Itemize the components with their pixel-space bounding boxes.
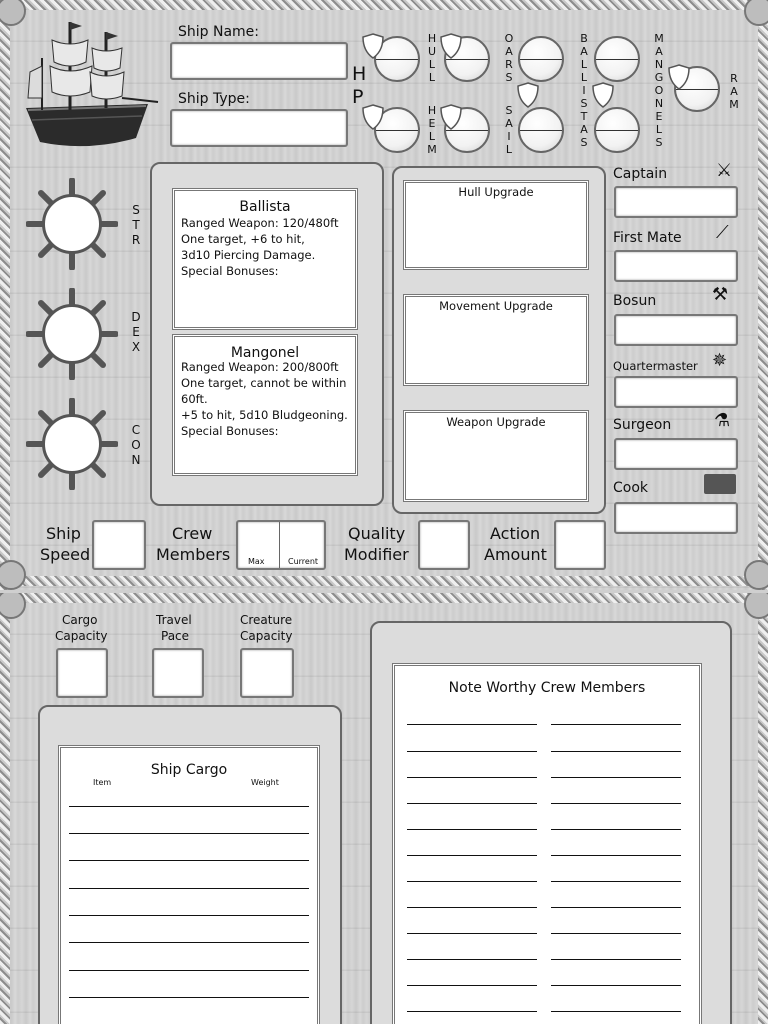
rope-border-top <box>0 593 768 603</box>
surgeon-field[interactable] <box>614 438 738 470</box>
rope-border-left <box>0 0 10 590</box>
track-letter: I <box>507 130 511 143</box>
crew-line[interactable] <box>407 724 537 725</box>
crew-line[interactable] <box>551 751 681 752</box>
track-letter: S <box>505 104 513 117</box>
character-sheet-page-2 <box>0 593 768 1024</box>
track-letter: S <box>580 136 588 149</box>
stat-letter: T <box>132 218 140 232</box>
rope-knot-icon <box>0 593 26 619</box>
crew-line[interactable] <box>407 1011 537 1012</box>
captain-label: Captain <box>613 166 668 182</box>
pot-icon <box>704 474 736 494</box>
cargo-line[interactable] <box>69 806 309 807</box>
armor-shield-icon[interactable] <box>440 33 462 59</box>
ship-type-field[interactable] <box>170 109 348 147</box>
crew-line[interactable] <box>407 959 537 960</box>
helm-track-label <box>426 104 438 156</box>
crew-line[interactable] <box>407 881 537 882</box>
track-letter: M <box>427 143 437 156</box>
track-letter: G <box>654 71 664 84</box>
armor-shield-icon[interactable] <box>517 82 539 108</box>
crew-line[interactable] <box>551 1011 681 1012</box>
crew-line[interactable] <box>407 777 537 778</box>
quality-modifier-field[interactable] <box>418 520 470 570</box>
crew-line[interactable] <box>551 803 681 804</box>
cargo-line[interactable] <box>69 860 309 861</box>
crew-line[interactable] <box>551 829 681 830</box>
crew-line[interactable] <box>407 933 537 934</box>
rope-border-right <box>758 0 768 590</box>
hull-track-label <box>426 32 438 84</box>
sail-track-label <box>503 104 515 156</box>
armor-shield-icon[interactable] <box>362 104 384 130</box>
first-mate-label: First Mate <box>613 230 682 246</box>
creature-capacity-field[interactable] <box>240 648 294 698</box>
stat-letter: E <box>132 325 140 339</box>
crew-line[interactable] <box>551 881 681 882</box>
rope-border-right <box>758 593 768 1024</box>
quartermaster-field[interactable] <box>614 376 738 408</box>
track-letter: L <box>428 58 436 71</box>
rope-border-left <box>0 593 10 1024</box>
track-letter: L <box>505 143 513 156</box>
track-letter: L <box>428 130 436 143</box>
track-letter: S <box>655 136 663 149</box>
stat-letter: R <box>131 233 141 247</box>
track-letter: L <box>655 123 663 136</box>
crew-members-box <box>236 520 326 570</box>
bosun-label: Bosun <box>613 293 657 309</box>
track-letter: O <box>504 32 514 45</box>
track-letter: A <box>505 117 513 130</box>
action-amount-label-line2: Amount <box>484 545 547 564</box>
oars-hp-disc[interactable] <box>518 36 564 82</box>
travel-pace-label-line1: Travel <box>156 613 192 627</box>
crew-line[interactable] <box>551 724 681 725</box>
dex-wheel <box>26 288 118 380</box>
ballistas-hp-disc-2[interactable] <box>594 107 640 153</box>
track-letter: A <box>580 45 588 58</box>
crew-line[interactable] <box>551 933 681 934</box>
armor-shield-icon[interactable] <box>592 82 614 108</box>
noteworthy-crew-panel <box>392 663 702 1024</box>
sail-hp-disc[interactable] <box>518 107 564 153</box>
cook-field[interactable] <box>614 502 738 534</box>
track-letter: H <box>427 104 437 117</box>
ship-speed-label-line1: Ship <box>46 524 81 543</box>
stat-letter: N <box>131 453 141 467</box>
ship-speed-field[interactable] <box>92 520 146 570</box>
cargo-line[interactable] <box>69 942 309 943</box>
stat-letter: X <box>131 340 141 354</box>
track-letter: R <box>505 58 513 71</box>
stat-letter: C <box>131 423 141 437</box>
bosun-field[interactable] <box>614 314 738 346</box>
creature-capacity-label-line2: Capacity <box>240 629 293 643</box>
crossed-swords-icon: ⚔ <box>716 160 733 181</box>
ship-speed-label-line2: Speed <box>40 545 91 564</box>
crew-line[interactable] <box>407 855 537 856</box>
armor-shield-icon[interactable] <box>668 64 690 90</box>
compass-icon: ✵ <box>712 350 728 371</box>
movement-upgrade-box[interactable] <box>403 294 589 386</box>
ship-cargo-panel <box>58 745 320 1024</box>
cargo-capacity-field[interactable] <box>56 648 108 698</box>
track-letter: L <box>580 71 588 84</box>
ship-name-label: Ship Name: <box>178 24 260 40</box>
mangonels-track-label <box>653 32 665 149</box>
ram-track-label <box>728 72 740 111</box>
crew-line[interactable] <box>551 907 681 908</box>
quality-modifier-label-line2: Modifier <box>344 545 409 564</box>
travel-pace-label-line2: Pace <box>161 629 190 643</box>
cargo-line[interactable] <box>69 970 309 971</box>
track-letter: S <box>505 71 513 84</box>
weapon-title: Mangonel <box>230 345 300 361</box>
hammer-icon: ⚒ <box>712 284 729 305</box>
track-letter: M <box>729 98 739 111</box>
potion-icon: ⚗ <box>714 410 731 431</box>
stat-letter: O <box>131 438 141 452</box>
crew-line[interactable] <box>407 829 537 830</box>
cargo-capacity-label-line1: Cargo <box>62 613 98 627</box>
hull-upgrade-box[interactable] <box>403 180 589 270</box>
quality-modifier-label-line1: Quality <box>348 524 406 543</box>
track-letter: O <box>654 84 664 97</box>
track-letter: S <box>580 97 588 110</box>
crew-members-divider <box>279 522 280 568</box>
crew-line[interactable] <box>407 751 537 752</box>
con-label <box>130 423 142 468</box>
rope-knot-icon <box>744 593 768 619</box>
ship-type-label: Ship Type: <box>178 91 250 107</box>
track-letter: A <box>580 123 588 136</box>
track-letter: A <box>505 45 513 58</box>
track-letter: M <box>654 32 664 45</box>
cutlass-icon: ⟋ <box>716 222 729 243</box>
crew-line[interactable] <box>407 985 537 986</box>
max-label: Max <box>248 557 265 566</box>
con-wheel <box>26 398 118 490</box>
track-letter: L <box>580 58 588 71</box>
crew-members-label-line2: Members <box>156 545 231 564</box>
travel-pace-field[interactable] <box>152 648 204 698</box>
weapon-description: Ranged Weapon: 120/480ft One target, +6 to hit, 3d10 Piercing Damage. Special Bonuses: <box>181 216 339 278</box>
current-label: Current <box>288 557 319 566</box>
cook-label: Cook <box>613 480 649 496</box>
track-letter: U <box>427 45 437 58</box>
upgrade-title: Movement Upgrade <box>439 299 553 313</box>
track-letter: B <box>580 32 588 45</box>
crew-line[interactable] <box>407 803 537 804</box>
first-mate-field[interactable] <box>614 250 738 282</box>
mangonel-card <box>172 334 358 476</box>
action-amount-label-line1: Action <box>490 524 541 543</box>
stat-letter: D <box>131 310 141 324</box>
rope-knot-icon <box>744 560 768 590</box>
captain-field[interactable] <box>614 186 738 218</box>
armor-shield-icon[interactable] <box>440 104 462 130</box>
track-letter: I <box>582 84 586 97</box>
weapon-description: Ranged Weapon: 200/800ft One target, cannot be within 60ft. +5 to hit, 5d10 Bludgeoning. Special Bonuses: <box>181 360 348 438</box>
creature-capacity-label-line1: Creature <box>240 613 293 627</box>
track-letter: T <box>580 110 588 123</box>
str-wheel <box>26 178 118 270</box>
str-score-field[interactable] <box>42 194 102 254</box>
galleon-ship-icon <box>18 18 164 160</box>
armor-shield-icon[interactable] <box>362 33 384 59</box>
track-letter: H <box>427 32 437 45</box>
crew-line[interactable] <box>551 959 681 960</box>
weapon-title: Ballista <box>239 199 291 215</box>
weapon-upgrade-box[interactable] <box>403 410 589 502</box>
dex-score-field[interactable] <box>42 304 102 364</box>
crew-members-label-line1: Crew <box>172 524 213 543</box>
str-label <box>130 203 142 248</box>
surgeon-label: Surgeon <box>613 417 672 433</box>
item-column-header: Item <box>93 778 112 787</box>
oars-track-label <box>503 32 515 84</box>
crew-line[interactable] <box>407 907 537 908</box>
crew-line[interactable] <box>551 985 681 986</box>
dex-label <box>130 310 142 355</box>
action-amount-field[interactable] <box>554 520 606 570</box>
track-letter: N <box>654 58 664 71</box>
upgrade-title: Weapon Upgrade <box>446 415 546 429</box>
noteworthy-crew-title: Note Worthy Crew Members <box>448 680 646 696</box>
cargo-line[interactable] <box>69 888 309 889</box>
quartermaster-label: Quartermaster <box>613 359 698 373</box>
ballistas-hp-disc[interactable] <box>594 36 640 82</box>
track-letter: A <box>655 45 663 58</box>
track-letter: A <box>730 85 738 98</box>
con-score-field[interactable] <box>42 414 102 474</box>
track-letter: R <box>730 72 738 85</box>
rope-knot-icon <box>744 0 768 26</box>
cargo-line[interactable] <box>69 833 309 834</box>
ship-name-field[interactable] <box>170 42 348 80</box>
crew-line[interactable] <box>551 855 681 856</box>
hp-letter: H <box>352 63 367 85</box>
hp-letter: P <box>352 86 364 108</box>
rope-border-bottom <box>0 576 768 586</box>
cargo-line[interactable] <box>69 915 309 916</box>
stat-letter: S <box>132 203 140 217</box>
upgrade-title: Hull Upgrade <box>458 185 534 199</box>
track-letter: N <box>654 97 664 110</box>
ballista-card <box>172 188 358 330</box>
weight-column-header: Weight <box>251 778 279 787</box>
track-letter: L <box>428 71 436 84</box>
cargo-capacity-label-line2: Capacity <box>55 629 108 643</box>
track-letter: E <box>428 117 436 130</box>
ballistas-track-label <box>578 32 590 149</box>
crew-line[interactable] <box>551 777 681 778</box>
rope-border-top <box>0 0 768 10</box>
ship-cargo-title: Ship Cargo <box>150 762 228 778</box>
track-letter: E <box>655 110 663 123</box>
cargo-line[interactable] <box>69 997 309 998</box>
